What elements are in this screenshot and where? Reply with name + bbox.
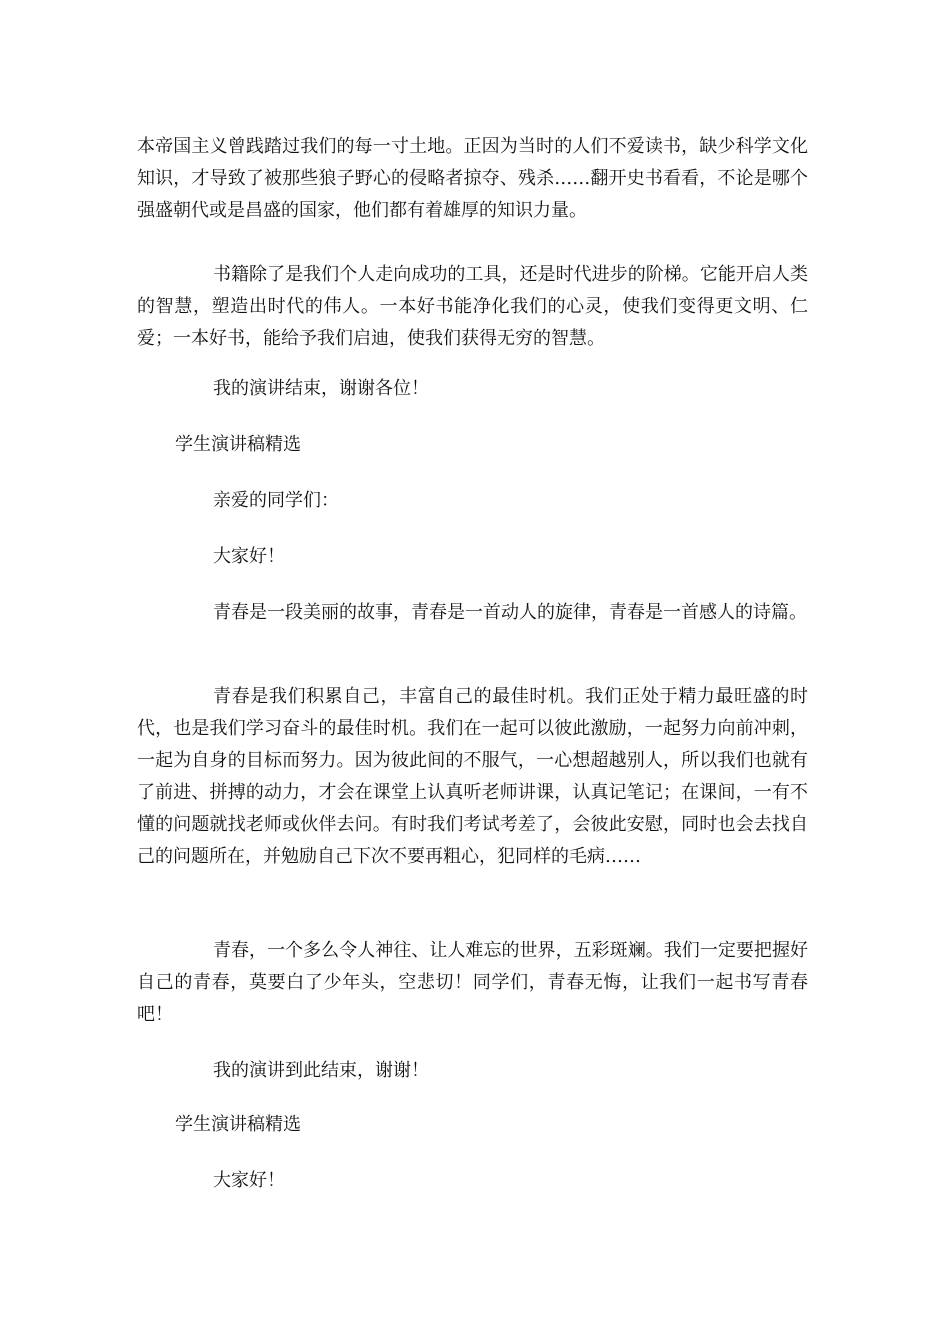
paragraph-hello-1: 大家好！: [213, 546, 285, 567]
paragraph-hello-2: 大家好！: [213, 1170, 285, 1191]
paragraph-history: 本帝国主义曾践踏过我们的每一寸土地。正因为当时的人们不爱读书，缺少科学文化知识，才导致了被那些狼子野心的侵略者掠夺、残杀……翻开史书看看，不论是哪个强盛朝代或是昌盛的国家，他们都有着雄厚的知识力量。: [137, 136, 808, 221]
section-heading-2: 学生演讲稿精选: [175, 1114, 301, 1135]
paragraph-books: 书籍除了是我们个人走向成功的工具，还是时代进步的阶梯。它能开启人类的智慧，塑造出时代的伟人。一本好书能净化我们的心灵，使我们变得更文明、仁爱；一本好书，能给予我们启迪，使我们获得无穷的智慧。: [137, 264, 808, 349]
paragraph-youth-opportunity: 青春是我们积累自己，丰富自己的最佳时机。我们正处于精力最旺盛的时代，也是我们学习奋斗的最佳时机。我们在一起可以彼此激励，一起努力向前冲刺，一起为自身的目标而努力。因为彼此间的不服气，一心想超越别人，所以我们也就有了前进、拼搏的动力，才会在课堂上认真听老师讲课，认真记笔记；在课间，一有不懂的问题就找老师或伙伴去问。有时我们考试考差了，会彼此安慰，同时也会去找自己的问题所在，并勉励自己下次不要再粗心，犯同样的毛病……: [137, 686, 808, 867]
paragraph-youth-story: 青春是一段美丽的故事，青春是一首动人的旋律，青春是一首感人的诗篇。: [213, 602, 807, 623]
paragraph-closing-2: 我的演讲到此结束，谢谢！: [213, 1060, 429, 1081]
section-heading-1: 学生演讲稿精选: [175, 434, 301, 455]
paragraph-youth-world: 青春，一个多么令人神往、让人难忘的世界，五彩斑斓。我们一定要把握好自己的青春，莫要白了少年头，空悲切！同学们，青春无悔，让我们一起书写青春吧！: [137, 940, 808, 1025]
paragraph-greeting-classmates: 亲爱的同学们：: [213, 490, 339, 511]
paragraph-closing-1: 我的演讲结束，谢谢各位！: [213, 378, 429, 399]
